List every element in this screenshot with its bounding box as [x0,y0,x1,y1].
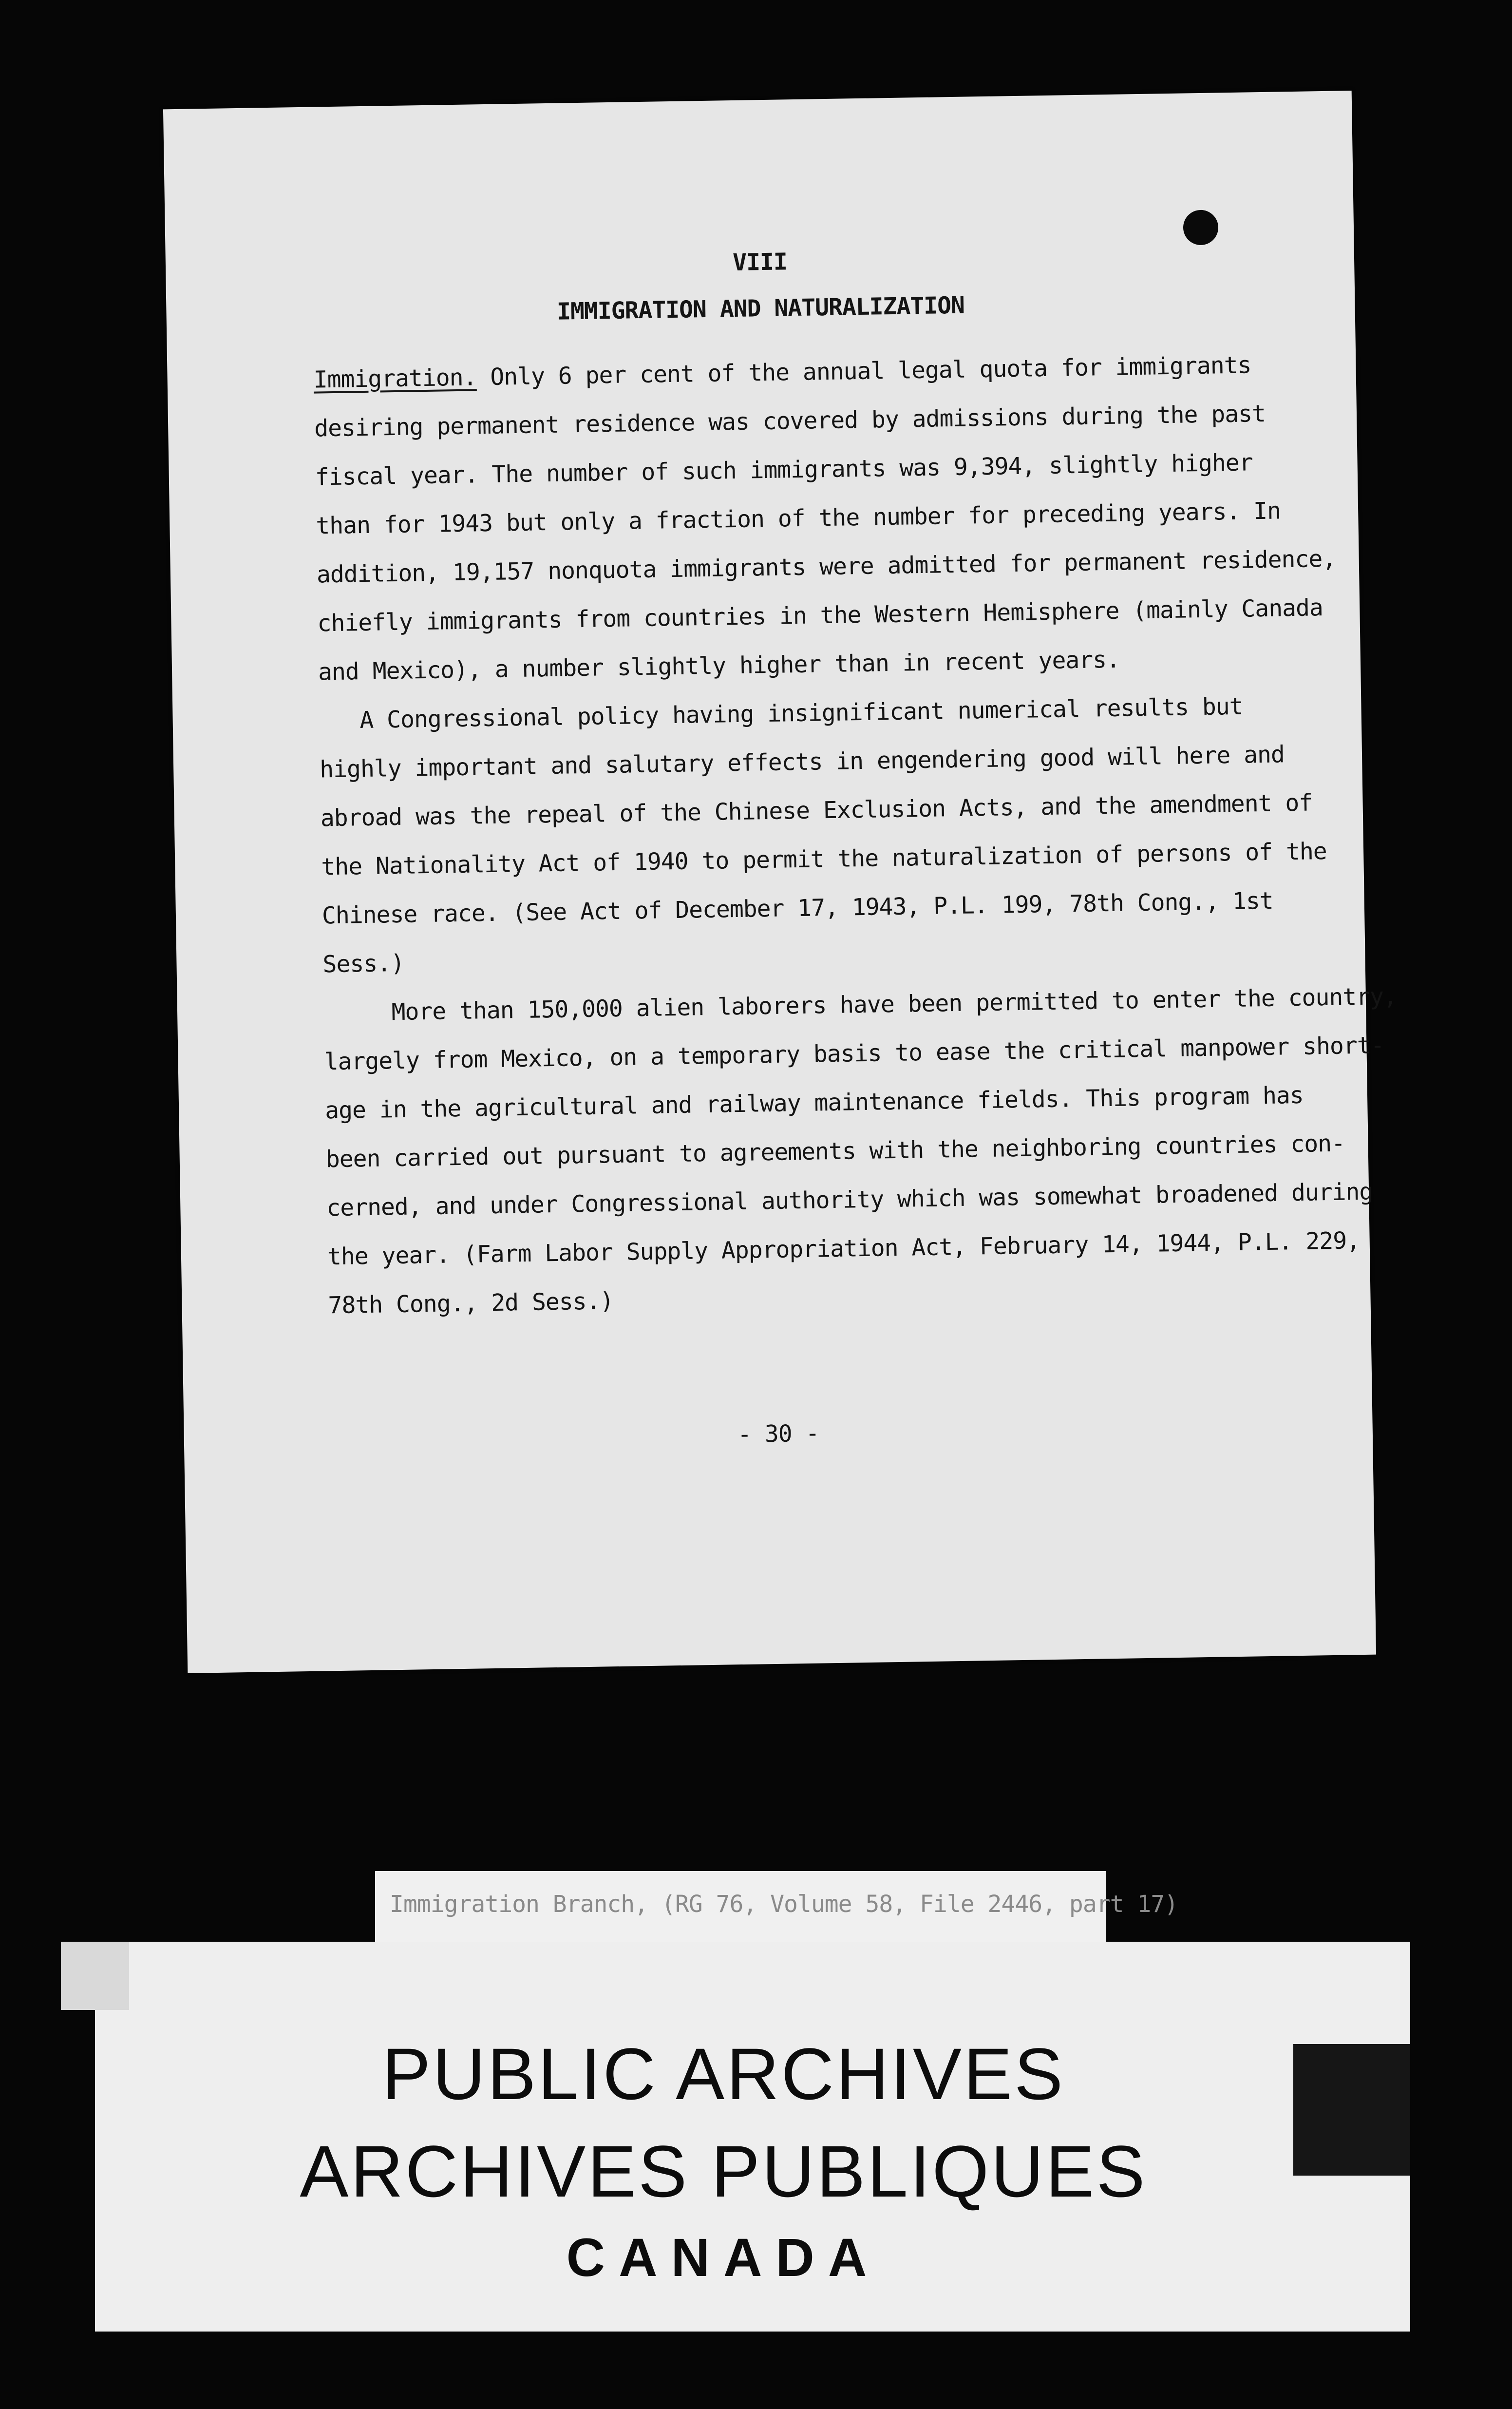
text-line: desiring permanent residence was covered by admissions during the past [314,400,1266,442]
text-line: fiscal year. The number of such immigrants was 9,394, slightly higher [315,449,1253,491]
text-line: largely from Mexico, on a temporary basis to ease the critical manpower short- [324,1032,1384,1076]
section-title: IMMIGRATION AND NATURALIZATION [556,291,965,325]
text-line: chiefly immigrants from countries in the Western Hemisphere (mainly Canada [317,594,1323,637]
text-line: than for 1943 but only a fraction of the number for preceding years. In [315,497,1281,540]
text-line: Chinese race. (See Act of December 17, 1943, P.L. 199, 78th Cong., 1st [321,887,1274,930]
archives-country: CANADA [566,2228,881,2288]
text-line: abroad was the repeal of the Chinese Exclusion Acts, and the amendment of [320,789,1313,832]
text-line: age in the agricultural and railway maintenance fields. This program has [324,1081,1304,1125]
typed-page [163,91,1398,1673]
text-line: More than 150,000 alien laborers have been permitted to enter the country, [323,982,1398,1027]
text-line: highly important and salutary effects in engendering good will here and [319,741,1285,784]
text-line: and Mexico), a number slightly higher than in recent years. [318,646,1120,686]
text-line: addition, 19,157 nonquota immigrants were admitted for permanent residence, [316,545,1336,589]
text-line: A Congressional policy having insignificant numerical results but [319,692,1243,735]
text-line: been carried out pursuant to agreements with the neighboring countries con- [325,1129,1345,1173]
punch-hole-mark [1183,210,1218,245]
section-number: VIII [732,248,788,277]
archives-card [95,1942,1410,2332]
text-line: Sess.) [322,949,405,978]
text-line: 78th Cong., 2d Sess.) [328,1287,614,1319]
archives-label-english: PUBLIC ARCHIVES [381,2033,1065,2115]
archive-reference: Immigration Branch, (RG 76, Volume 58, File 2446, part 17) [390,1891,1178,1918]
card-tab [61,1942,129,2010]
page-number: - 30 - [737,1419,819,1449]
paragraph-heading: Immigration. [313,363,477,394]
line-text: Only 6 per cent of the annual legal quota for immigrants [476,351,1251,391]
body-text [313,339,1402,1330]
text-line: the Nationality Act of 1940 to permit the naturalization of persons of the [321,838,1327,881]
archives-label-french: ARCHIVES PUBLIQUES [300,2130,1147,2212]
text-line: the year. (Farm Labor Supply Appropriation Act, February 14, 1944, P.L. 229, [327,1227,1361,1271]
text-line: cerned, and under Congressional authority which was somewhat broadened during [326,1178,1373,1222]
